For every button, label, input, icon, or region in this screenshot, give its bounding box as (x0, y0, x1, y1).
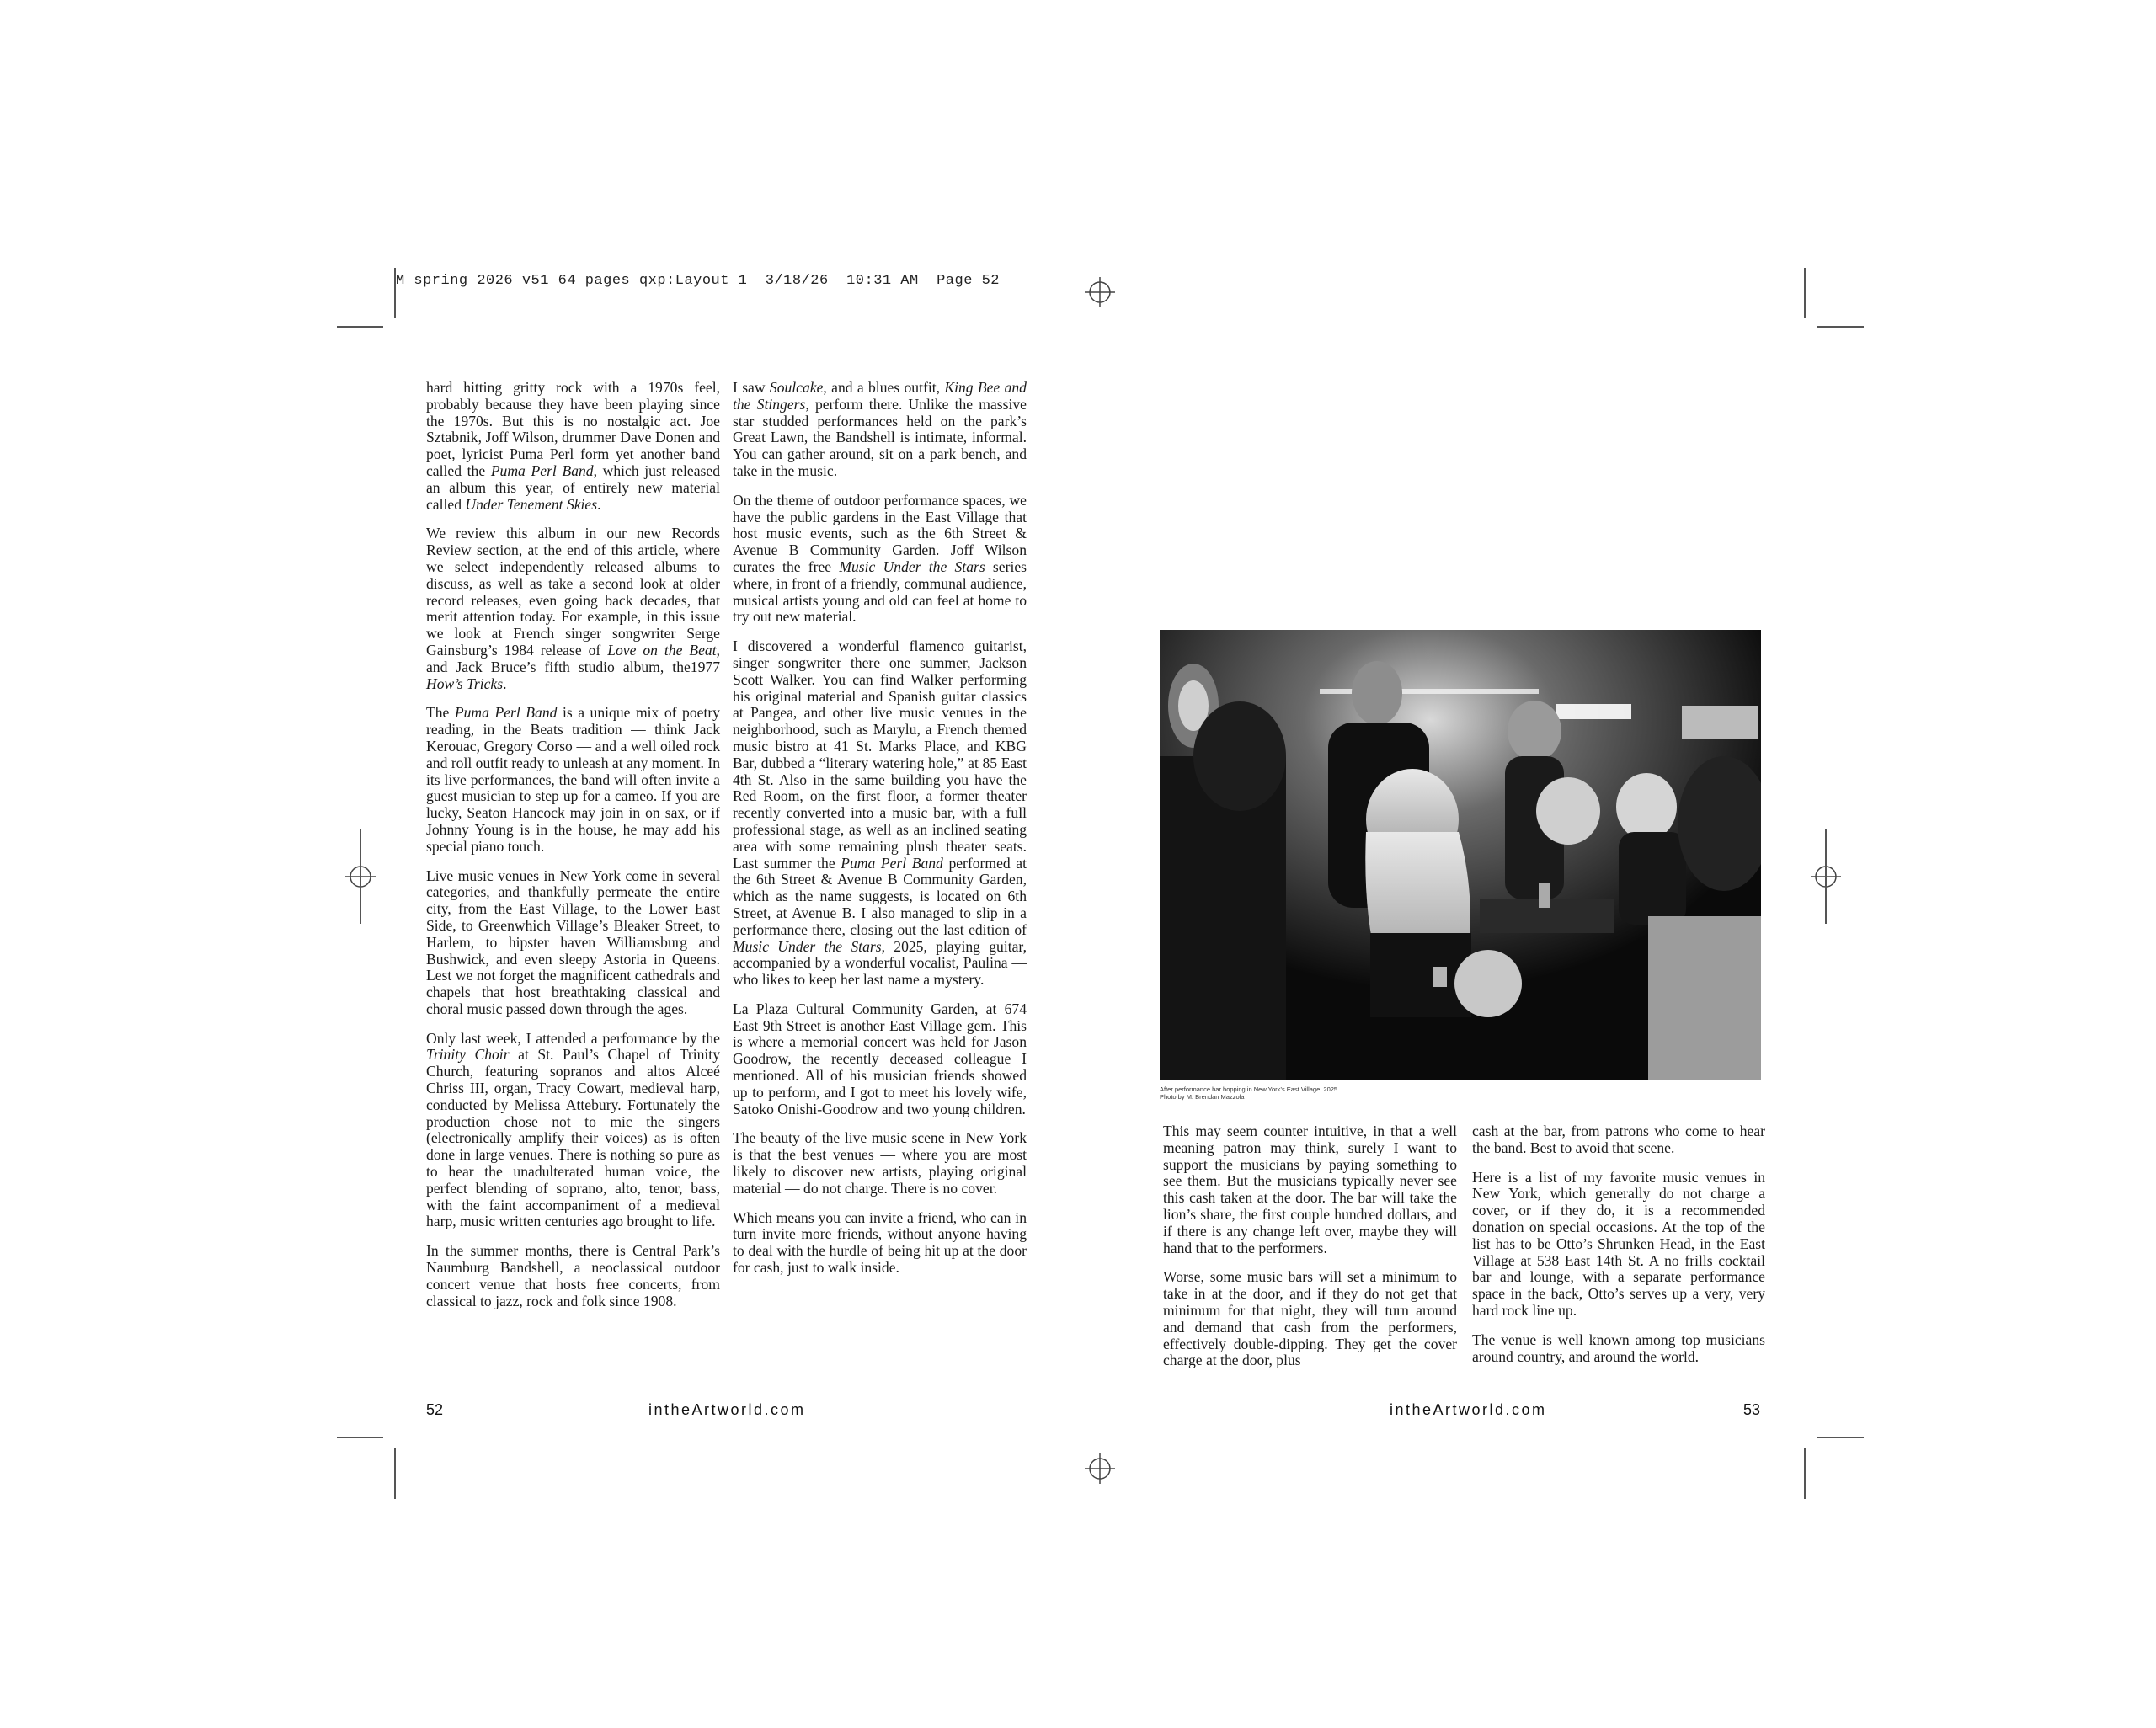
left-col1-paragraph-1: hard hitting gritty rock with a 1970s feel, probably because they have been playing since the 1970s. But this is no nostalgic act. Joe Sztabnik, Joff Wilson, drummer Dave Donen and poet, lyricist Puma Perl form yet another band called the Puma Perl Band, which just released an album this year, of entirely new material called Under Tenement Skies. (426, 379, 720, 513)
left-col1-paragraph-3: The Puma Perl Band is a unique mix of poetry reading, in the Beats tradition — think Jack Kerouac, Gregory Corso — and a well oiled rock and roll outfit ready to unleash at any moment. In its live performances, the band will often invite a guest musician to step up for a cameo. If you are lucky, Seaton Hancock may join in on sax, or if Johnny Young is in the house, he may add his special piano touch. (426, 704, 720, 855)
crop-mark (1817, 326, 1864, 328)
registration-line (1825, 829, 1827, 924)
right-col1-paragraph-1: This may seem counter intuitive, in that a well meaning patron may think, surely I want to support the musicians by paying something to see them. But the musicians typically never see this cash taken at the door. The bar will take the lion’s share, the first couple hundred dollars, and if there is any change left over, maybe they will hand that to the performers. (1163, 1123, 1457, 1256)
bar-scene-photo (1160, 630, 1761, 1080)
left-col2-paragraph-4: La Plaza Cultural Community Garden, at 674 East 9th Street is another East Village gem. This is where a memorial concert was held for Jason Goodrow, the recently deceased colleague I mentioned. All of his musician friends showed up to perform, and I got to meet his lovely wife, Satoko Onishi-Goodrow and two young children. (733, 1000, 1027, 1117)
left-col1-paragraph-5: Only last week, I attended a performance by the Trinity Choir at St. Paul’s Chapel of Trinity Church, featuring sopranos and altos Alceé Chriss III, organ, Tracy Cowart, medieval harp, conducted by Melissa Attebury. Fortunately the production chose not to mic the singers (electronically amplify their voices) as is often done in large venues. There is nothing so pure as to hear the unadulterated human voice, the perfect blending of soprano, alto, tenor, bass, with the faint accompaniment of a medieval harp, music written centuries ago brought to life. (426, 1029, 720, 1230)
crop-mark (1804, 1448, 1806, 1499)
photo-caption-line-1: After performance bar hopping in New York’s East Village, 2025. (1160, 1085, 1340, 1093)
slug-line: M_spring_2026_v51_64_pages_qxp:Layout 1 3/18/26 10:31 AM Page 52 (396, 273, 1001, 289)
left-col2-paragraph-1: I saw Soulcake, and a blues outfit, King Bee and the Stingers, perform there. Unlike the massive star studded performances held on the park’s Great Lawn, the Bandshell is intimate, informal. You can gather around, sit on a park bench, and take in the music. (733, 379, 1027, 479)
page-number-right: 53 (1743, 1401, 1761, 1418)
right-col2-paragraph-1: cash at the bar, from patrons who come to hear the band. Best to avoid that scene. (1472, 1123, 1765, 1156)
photo-illustration (1160, 630, 1761, 1080)
left-col1-paragraph-2: We review this album in our new Records Review section, at the end of this article, where we select independently released albums to discuss, as well as take a second look at older record releases, even going back decades, that merit attention today. For example, in this issue we look at French singer songwriter Serge Gainsburg’s 1984 release of Love on the Beat, and Jack Bruce’s fifth studio album, the1977 How’s Tricks. (426, 525, 720, 692)
right-col1-paragraph-2: Worse, some music bars will set a minimum to take in at the door, and if they do not get that minimum for that night, they will turn around and demand that cash from the performers, effectively double-dipping. They get the cover charge at the door, plus (1163, 1268, 1457, 1369)
crop-mark (1804, 268, 1806, 318)
page-number-left: 52 (426, 1401, 444, 1418)
right-page-column-1 (1163, 1123, 1457, 1382)
left-col2-paragraph-3: I discovered a wonderful flamenco guitarist, singer songwriter there one summer, Jackson Scott Walker. You can find Walker performing his original material and Spanish guitar classics at Pangea, and other live music venues in the neighborhood, such as Marylu, a French themed music bistro at 41 St. Marks Place, and KBG Bar, dubbed a “literary watering hole,” at 85 East 4th St. Also in the same building you have the Red Room, on the first floor, a former theater recently converted into a music bar, with a full professional stage, as well as an inclined seating area with some remaining plush theater seats. Last summer the Puma Perl Band performed at the 6th Street & Avenue B Community Garden, which as the name suggests, is located on 6th Street, at Avenue B. I also managed to slip in a performance there, closing out the last edition of Music Under the Stars, 2025, playing guitar, accompanied by a wonderful vocalist, Paulina — who likes to keep her last name a mystery. (733, 637, 1027, 989)
right-col2-paragraph-3: The venue is well known among top musicians around country, and around the world. (1472, 1331, 1765, 1365)
left-col2-paragraph-2: On the theme of outdoor performance spaces, we have the public gardens in the East Village that host music events, such as the 6th Street & Avenue B Community Garden. Joff Wilson curates the free Music Under the Stars series where, in front of a friendly, communal audience, musical artists young and old can feel at home to try out new material. (733, 491, 1027, 626)
registration-line (360, 829, 361, 924)
photo-credit: Photo by M. Brendan Mazzola (1160, 1093, 1245, 1101)
left-col1-paragraph-6: In the summer months, there is Central Park’s Naumburg Bandshell, a neoclassical outdoor concert venue that hosts free concerts, from classical to jazz, rock and folk since 1908. (426, 1242, 720, 1309)
crop-mark (337, 326, 383, 328)
right-page-column-2 (1472, 1123, 1765, 1378)
left-col1-paragraph-4: Live music venues in New York come in several categories, and thankfully permeate the entire city, from the East Village, to the Lower East Side, to Greenwhich Village’s Bleaker Street, to Harlem, to hipster haven Williamsburg and Bushwick, and even sleepy Astoria in Queens. Lest we not forget the magnificent cathedrals and chapels that host breathtaking classical and choral music passed down through the ages. (426, 867, 720, 1017)
left-page-column-2 (733, 380, 1027, 1289)
registration-mark (1085, 1453, 1115, 1484)
crop-mark (394, 268, 396, 318)
right-col2-paragraph-2: Here is a list of my favorite music venues in New York, which generally do not charge a cover, or if they do, it is a recommended donation on special occasions. At the top of the list has to be Otto’s Shrunken Head, in the East Village at 538 East 14th St. A no frills cocktail bar and lounge, with a separate performance space in the back, Otto’s serves up a very, very hard rock line up. (1472, 1168, 1765, 1319)
left-col2-paragraph-6: Which means you can invite a friend, who can in turn invite more friends, without anyone having to deal with the hurdle of being hit up at the door for cash, just to walk inside. (733, 1208, 1027, 1277)
left-col2-paragraph-5: The beauty of the live music scene in New York is that the best venues — where you are most likely to discover new artists, playing original material — do not charge. There is no cover. (733, 1129, 1027, 1197)
crop-mark (1817, 1437, 1864, 1438)
photo-caption (1160, 1085, 1339, 1101)
registration-mark (1085, 277, 1115, 307)
crop-mark (394, 1448, 396, 1499)
website-footer-left: intheArtworld.com (648, 1401, 806, 1418)
left-page-column-1 (426, 380, 720, 1322)
website-footer-right: intheArtworld.com (1390, 1401, 1547, 1418)
crop-mark (337, 1437, 383, 1438)
